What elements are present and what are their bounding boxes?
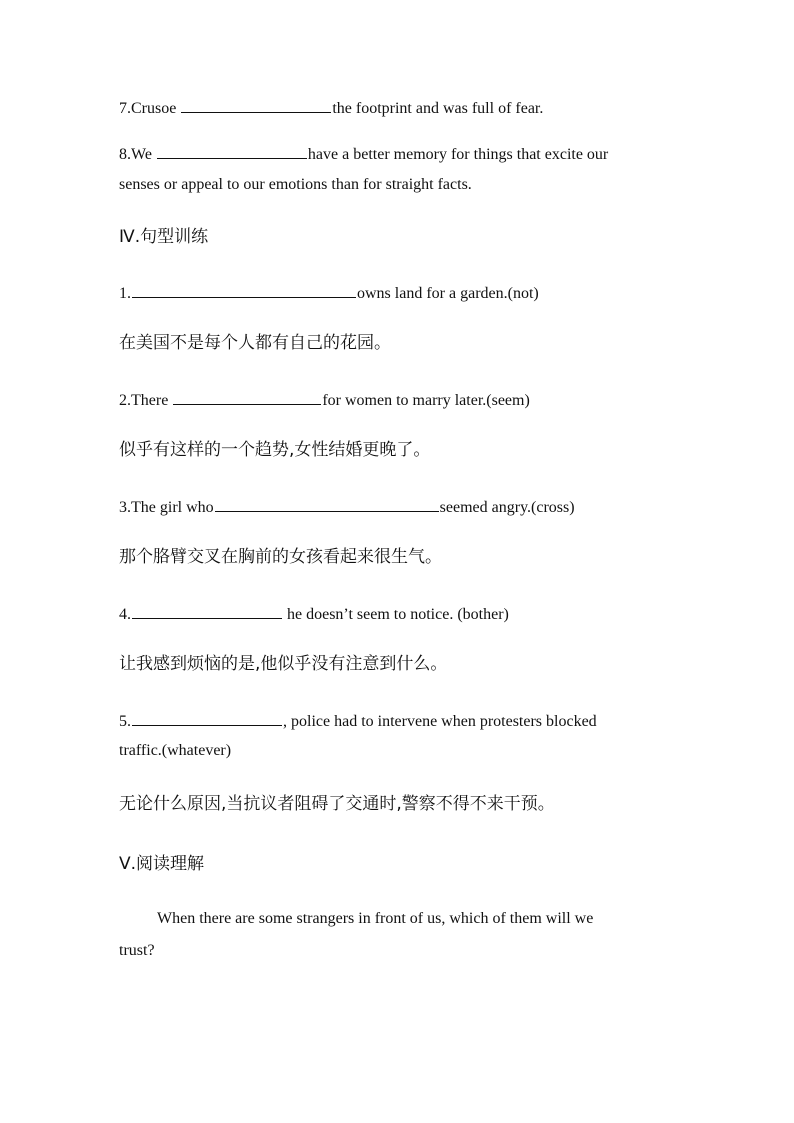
item-8 xyxy=(119,143,679,165)
sentence-4-suffix: he doesn’t seem to notice. (bother) xyxy=(283,606,509,623)
sentence-1-translation: 在美国不是每个人都有自己的花园。 xyxy=(119,333,391,353)
reading-paragraph-line-2: trust? xyxy=(119,942,155,959)
sentence-4-translation: 让我感到烦恼的是,他似乎没有注意到什么。 xyxy=(119,654,448,674)
answer-blank[interactable] xyxy=(132,710,282,726)
sentence-5-continued: traffic.(whatever) xyxy=(119,742,232,759)
sentence-2-translation: 似乎有这样的一个趋势,女性结婚更晚了。 xyxy=(119,440,431,460)
item-8-continued: senses or appeal to our emotions than for straight facts. xyxy=(119,176,472,193)
item-8-suffix: have a better memory for things that excite our xyxy=(307,146,609,163)
item-7 xyxy=(119,97,679,119)
section-5-heading: Ⅴ.阅读理解 xyxy=(119,854,205,874)
sentence-3-translation: 那个胳臂交叉在胸前的女孩看起来很生气。 xyxy=(119,547,442,567)
sentence-2-suffix: for women to marry later.(seem) xyxy=(322,392,530,409)
sentence-1-prefix: 1. xyxy=(119,285,131,302)
sentence-4-prefix: 4. xyxy=(119,606,131,623)
item-7-prefix: 7.Crusoe xyxy=(119,100,181,117)
answer-blank[interactable] xyxy=(132,603,282,619)
sentence-5-prefix: 5. xyxy=(119,713,131,730)
answer-blank[interactable] xyxy=(157,143,307,159)
reading-paragraph-line-1: When there are some strangers in front of us, which of them will we xyxy=(157,910,594,927)
section-4-heading: Ⅳ.句型训练 xyxy=(119,227,209,247)
sentence-3 xyxy=(119,496,679,518)
answer-blank[interactable] xyxy=(215,496,439,512)
sentence-1 xyxy=(119,282,679,304)
sentence-3-suffix: seemed angry.(cross) xyxy=(439,499,575,516)
answer-blank[interactable] xyxy=(132,282,356,298)
sentence-4 xyxy=(119,603,679,625)
sentence-1-suffix: owns land for a garden.(not) xyxy=(357,285,539,302)
sentence-5 xyxy=(119,710,679,732)
answer-blank[interactable] xyxy=(173,389,321,405)
sentence-2 xyxy=(119,389,679,411)
sentence-3-prefix: 3.The girl who xyxy=(119,499,214,516)
sentence-5-translation: 无论什么原因,当抗议者阻碍了交通时,警察不得不来干预。 xyxy=(119,794,555,814)
sentence-5-suffix: , police had to intervene when protesters blocked xyxy=(283,713,597,730)
item-8-prefix: 8.We xyxy=(119,146,156,163)
item-7-suffix: the footprint and was full of fear. xyxy=(332,100,544,117)
sentence-2-prefix: 2.There xyxy=(119,392,173,409)
answer-blank[interactable] xyxy=(181,97,331,113)
